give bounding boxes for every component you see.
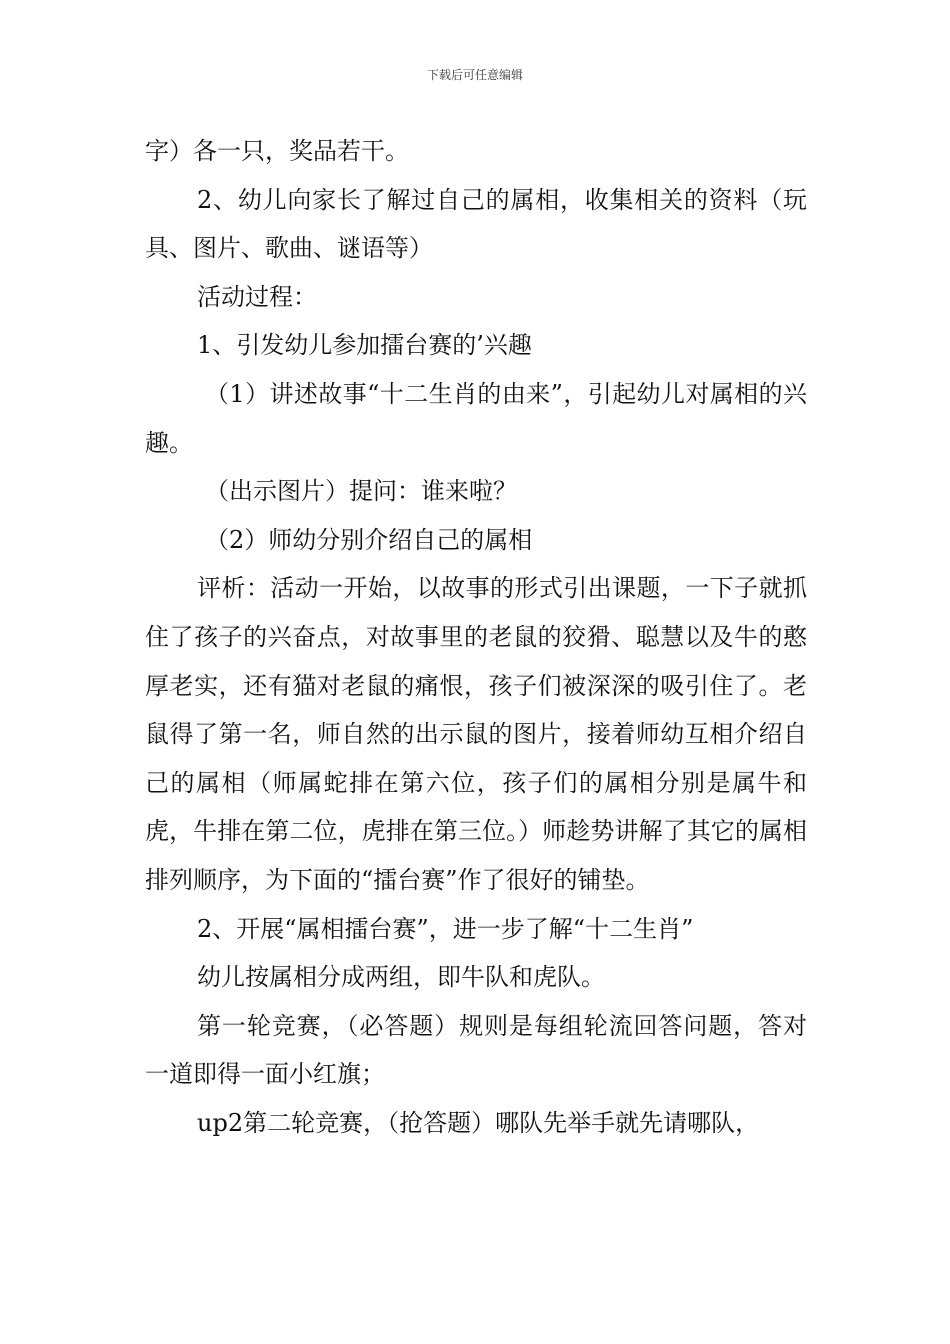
document-body [145,127,807,1147]
paragraph-7: （2）师幼分别介绍自己的属相 [205,525,533,554]
paragraph-1: 字）各一只，奖品若干。 [145,137,409,165]
paragraph-2: 2、幼儿向家长了解过自己的属相，收集相关的资料（玩具、图片、歌曲、谜语等） [145,185,807,263]
paragraph-5: （1）讲述故事“十二生肖的由来”，引起幼儿对属相的兴趣。 [145,379,807,457]
paragraph-6: （出示图片）提问：谁来啦？ [205,477,517,506]
paragraph-11: 第一轮竞赛，（必答题）规则是每组轮流回答问题，答对一道即得一面小红旗； [145,1011,807,1089]
paragraph-12: up2第二轮竞赛，（抢答题）哪队先举手就先请哪队， [197,1108,760,1137]
paragraph-8: 评析：活动一开始，以故事的形式引出课题，一下子就抓住了孩子的兴奋点，对故事里的老鼠的狡猾、聪慧以及牛的憨厚老实，还有猫对老鼠的痛恨，孩子们被深深的吸引住了。老鼠得了第一名，师自然的出示鼠的图片，接着师幼互相介绍自己的属相（师属蛇排在第六位，孩子们的属相分别是属牛和虎，牛排在第二位，虎排在第三位。）师趁势讲解了其它的属相排列顺序，为下面的“擂台赛”作了很好的铺垫。 [145,574,807,894]
page-header: 下载后可任意编辑 [426,68,523,82]
paragraph-9: 2、开展“属相擂台赛”，进一步了解“十二生肖” [197,914,694,943]
paragraph-3: 活动过程： [197,282,317,311]
paragraph-10: 幼儿按属相分成两组，即牛队和虎队。 [197,963,605,992]
paragraph-4: 1、引发幼儿参加擂台赛的’兴趣 [197,331,532,360]
